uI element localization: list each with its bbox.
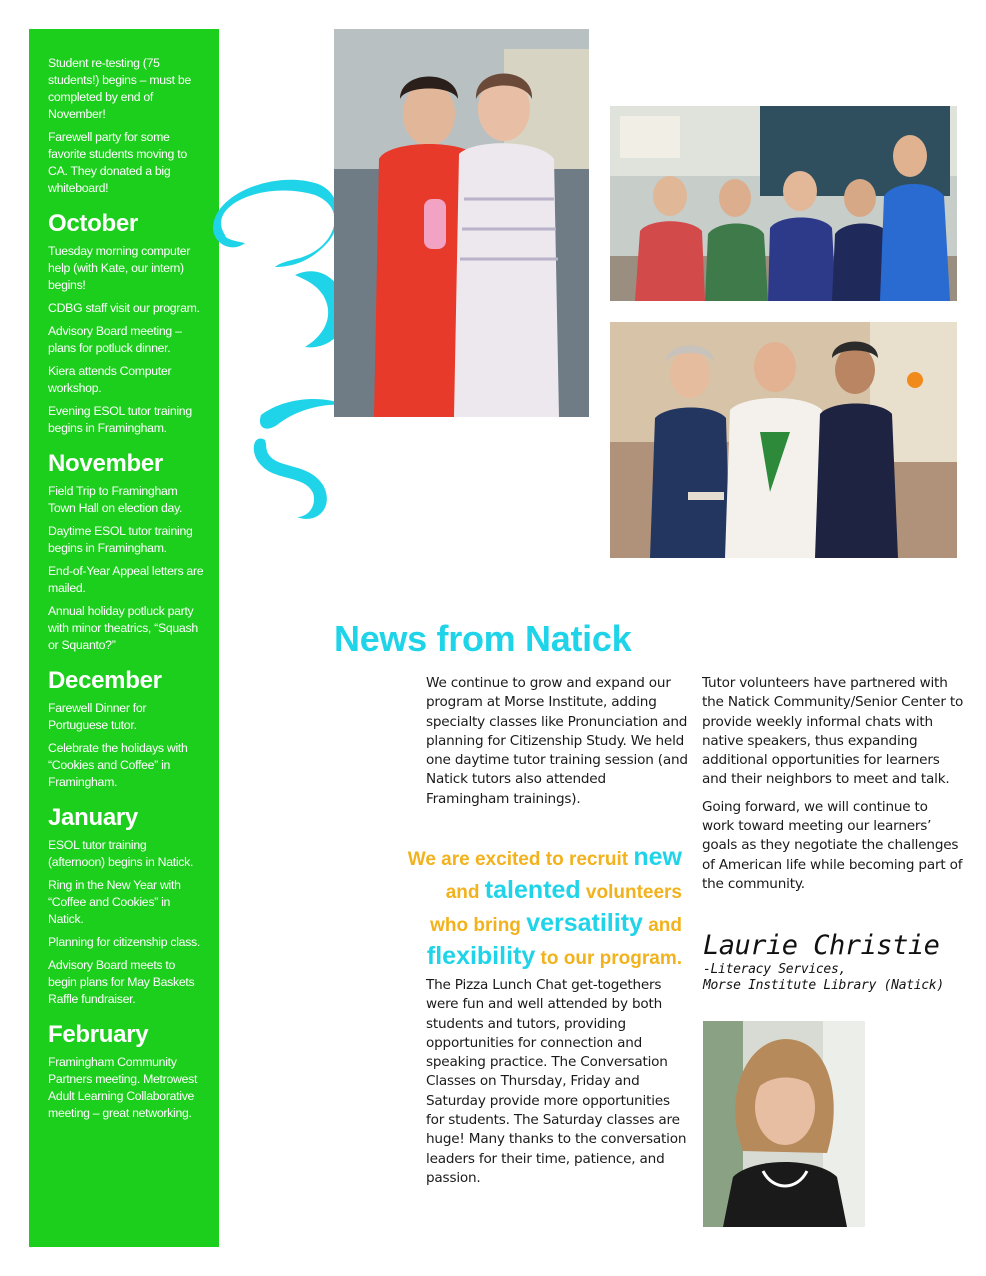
- signature-title: -Literacy Services,: [703, 962, 847, 977]
- timeline-item: Ring in the New Year with “Coffee and Cookies” in Natick.: [48, 878, 181, 926]
- month-heading-october: October: [48, 210, 138, 237]
- article-paragraph: Tutor volunteers have partnered with the Natick Community/Senior Center to provide weekly informal chats with native speakers, thus expanding additional opportunities for learners and their neighbors to meet and talk.: [702, 675, 964, 788]
- timeline-item: Student re-testing (75 students!) begins – must be completed by end of November!: [48, 56, 191, 121]
- pull-quote-highlight: versatility: [526, 909, 643, 937]
- signature-block: [703, 930, 973, 994]
- timeline-item: Farewell party for some favorite students moving to CA. They donated a big whiteboard!: [48, 130, 187, 195]
- month-heading-november: November: [48, 450, 163, 477]
- pull-quote-text: We are excited to recruit: [407, 849, 634, 870]
- timeline-item: Advisory Board meeting – plans for potluck dinner.: [48, 324, 182, 355]
- timeline-item: Celebrate the holidays with “Cookies and Coffee” in Framingham.: [48, 741, 188, 789]
- article-paragraph: Going forward, we will continue to work toward meeting our learners’ goals as they negotiate the challenges of American life while becoming part of the community.: [702, 798, 963, 892]
- pull-quote: [330, 842, 682, 974]
- timeline-item: Framingham Community Partners meeting. Metrowest Adult Learning Collaborative meeting – great networking.: [48, 1055, 198, 1120]
- photo-group-women: [610, 106, 957, 301]
- timeline-item: End-of-Year Appeal letters are mailed.: [48, 564, 204, 595]
- article-paragraph: The Pizza Lunch Chat get-togethers were fun and well attended by both students and tutors, providing opportunities for connection and speaking practice. The Conversation Classes on Thursday, Friday and Saturday provide more opportunities for students. The Saturday classes are huge! Many thanks to the conversation leaders for their time, patience, and passion.: [426, 977, 687, 1186]
- timeline-item: Evening ESOL tutor training begins in Framingham.: [48, 404, 192, 435]
- pull-quote-highlight: talented: [484, 876, 581, 904]
- photo-two-women: [334, 29, 589, 417]
- timeline-item: Farewell Dinner for Portuguese tutor.: [48, 701, 147, 732]
- timeline-item: Daytime ESOL tutor training begins in Framingham.: [48, 524, 193, 555]
- pull-quote-text: to our program.: [535, 948, 682, 969]
- timeline-item: Annual holiday potluck party with minor theatrics, “Squash or Squanto?”: [48, 604, 198, 652]
- timeline-item: Advisory Board meets to begin plans for May Baskets Raffle fundraiser.: [48, 958, 195, 1006]
- decorative-swirl: [205, 175, 350, 525]
- pull-quote-highlight: flexibility: [426, 942, 536, 970]
- month-heading-february: February: [48, 1021, 149, 1048]
- timeline-item: Kiera attends Computer workshop.: [48, 364, 172, 395]
- pull-quote-text: volunteers: [580, 882, 682, 903]
- article-right-column: [702, 674, 964, 902]
- photo-author-portrait: [703, 1021, 865, 1227]
- month-heading-january: January: [48, 804, 138, 831]
- timeline-item: Tuesday morning computer help (with Kate, our intern) begins!: [48, 244, 191, 292]
- timeline-item: Planning for citizenship class.: [48, 935, 201, 949]
- month-heading-december: December: [48, 667, 162, 694]
- pull-quote-text: who bring: [430, 915, 527, 936]
- timeline-item: Field Trip to Framingham Town Hall on election day.: [48, 484, 183, 515]
- timeline-item: CDBG staff visit our program.: [48, 301, 200, 315]
- signature-name: Laurie Christie: [703, 930, 940, 961]
- article-paragraph: We continue to grow and expand our program at Morse Institute, adding specialty classes like Pronunciation and planning for Citizenship Study. We held one daytime tutor training session (and Natick tutors also attended Framingham trainings).: [426, 675, 688, 807]
- timeline-item: ESOL tutor training (afternoon) begins in Natick.: [48, 838, 194, 869]
- pull-quote-text: and: [445, 882, 485, 903]
- photo-three-volunteers: [610, 322, 957, 558]
- article-title: News from Natick: [334, 618, 632, 659]
- signature-organization: Morse Institute Library (Natick): [703, 978, 944, 993]
- pull-quote-text: and: [642, 915, 682, 936]
- pull-quote-highlight: new: [633, 843, 682, 871]
- timeline-sidebar: [29, 29, 219, 1247]
